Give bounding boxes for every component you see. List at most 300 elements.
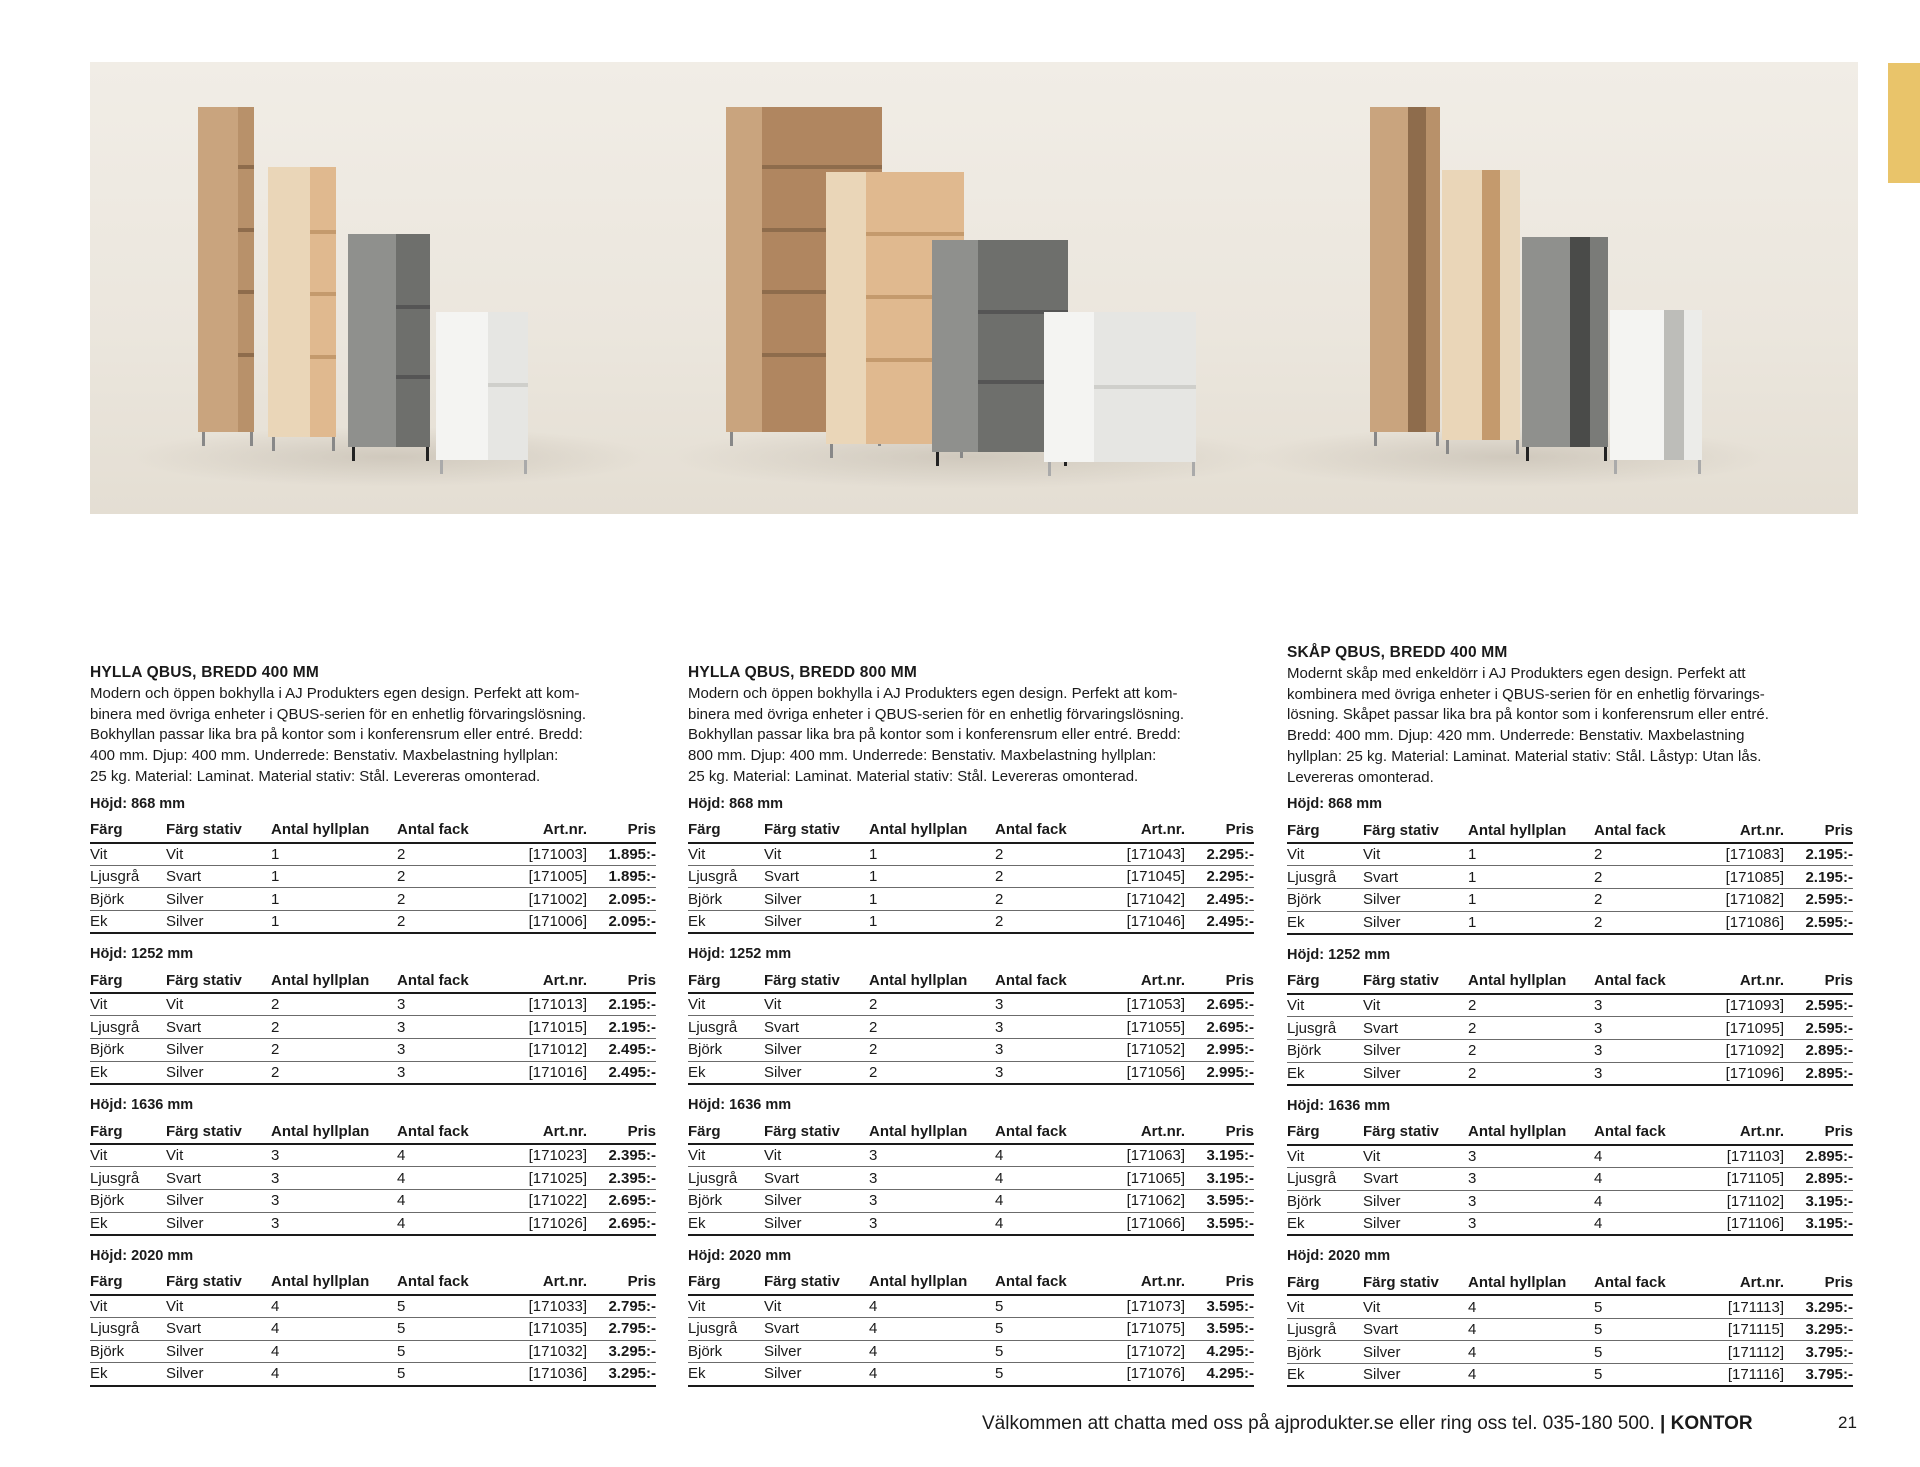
table-row bbox=[90, 865, 656, 888]
column-header-stand-color: Färg stativ bbox=[1363, 1270, 1468, 1295]
cell-article-number: [171033] bbox=[493, 1295, 587, 1318]
cell-article-number: [171003] bbox=[493, 843, 587, 866]
table-header-row bbox=[1287, 969, 1853, 994]
table-row bbox=[688, 1212, 1254, 1235]
table-row bbox=[688, 1295, 1254, 1318]
cell-color: Ljusgrå bbox=[1287, 1318, 1363, 1341]
column-header-price: Pris bbox=[587, 968, 656, 993]
table-row bbox=[1287, 994, 1853, 1017]
shelf-group-400 bbox=[130, 107, 650, 487]
column-header-stand-color: Färg stativ bbox=[166, 1270, 271, 1295]
column-header-article-number: Art.nr. bbox=[493, 968, 587, 993]
cell-article-number: [171116] bbox=[1690, 1364, 1784, 1387]
spec-table bbox=[688, 1119, 1254, 1236]
cell-article-number: [171015] bbox=[493, 1016, 587, 1039]
cell-article-number: [171103] bbox=[1690, 1145, 1784, 1168]
table-row bbox=[1287, 1017, 1853, 1040]
cell-compartment-count: 3 bbox=[995, 1061, 1091, 1084]
table-header-row bbox=[688, 968, 1254, 993]
cell-compartment-count: 3 bbox=[995, 993, 1091, 1016]
cell-article-number: [171086] bbox=[1690, 911, 1784, 934]
column-header-article-number: Art.nr. bbox=[1690, 818, 1784, 843]
product-description: Modern och öppen bokhylla i AJ Produkters egen design. Perfekt att kom- binera med övriga enheter i QBUS-serien för en enhetlig förvaringslösning. Bokhyllan passar lika bra på kontor som i konferensrum eller entré. Bredd: 400 mm. Djup: 400 mm. Underrede: Benstativ. Maxbelastning hyllplan: 25 kg. Material: Laminat. Material stativ: Stål. Levereras omonterad. bbox=[90, 685, 587, 785]
cell-shelf-count: 3 bbox=[1468, 1167, 1594, 1190]
table-row bbox=[90, 1039, 656, 1062]
column-header-compartment-count: Antal fack bbox=[397, 968, 493, 993]
cell-color: Ljusgrå bbox=[688, 1016, 764, 1039]
cell-article-number: [171002] bbox=[493, 888, 587, 911]
cell-compartment-count: 2 bbox=[995, 911, 1091, 934]
cell-stand-color: Silver bbox=[764, 888, 869, 911]
table-row bbox=[90, 993, 656, 1016]
column-header-article-number: Art.nr. bbox=[1091, 818, 1185, 843]
cell-color: Ljusgrå bbox=[90, 1317, 166, 1340]
cell-article-number: [171112] bbox=[1690, 1341, 1784, 1364]
cell-price: 2.795:- bbox=[587, 1295, 656, 1318]
cell-price: 3.595:- bbox=[1185, 1317, 1254, 1340]
cell-compartment-count: 4 bbox=[1594, 1167, 1690, 1190]
column-header-price: Pris bbox=[587, 818, 656, 843]
footer-contact bbox=[982, 1413, 1753, 1435]
cell-compartment-count: 3 bbox=[1594, 1039, 1690, 1062]
table-row bbox=[90, 911, 656, 934]
height-label: Höjd: 1252 mm bbox=[688, 946, 792, 963]
table-row bbox=[90, 1363, 656, 1386]
product-hylla-800 bbox=[688, 664, 1256, 1399]
column-header-compartment-count: Antal fack bbox=[995, 818, 1091, 843]
cell-color: Vit bbox=[1287, 1145, 1363, 1168]
column-header-shelf-count: Antal hyllplan bbox=[869, 1119, 995, 1144]
column-header-color: Färg bbox=[1287, 818, 1363, 843]
cell-color: Björk bbox=[688, 1340, 764, 1363]
cell-article-number: [171026] bbox=[493, 1212, 587, 1235]
cell-shelf-count: 3 bbox=[869, 1189, 995, 1212]
table-row bbox=[688, 1189, 1254, 1212]
cell-stand-color: Vit bbox=[166, 843, 271, 866]
cell-stand-color: Silver bbox=[764, 1340, 869, 1363]
shelf-group-800 bbox=[670, 107, 1270, 489]
cell-shelf-count: 1 bbox=[869, 911, 995, 934]
cell-shelf-count: 1 bbox=[1468, 889, 1594, 912]
cell-price: 2.995:- bbox=[1185, 1061, 1254, 1084]
cell-shelf-count: 3 bbox=[869, 1167, 995, 1190]
cell-stand-color: Vit bbox=[1363, 994, 1468, 1017]
cell-price: 2.695:- bbox=[587, 1189, 656, 1212]
cell-stand-color: Silver bbox=[1363, 1190, 1468, 1213]
column-header-article-number: Art.nr. bbox=[493, 1270, 587, 1295]
column-header-color: Färg bbox=[90, 968, 166, 993]
column-header-color: Färg bbox=[90, 1270, 166, 1295]
cell-price: 2.495:- bbox=[587, 1039, 656, 1062]
product-hylla-400 bbox=[90, 664, 658, 1399]
cell-color: Björk bbox=[1287, 1341, 1363, 1364]
product-description: Modernt skåp med enkeldörr i AJ Produkters egen design. Perfekt att kombinera med övriga enheter i QBUS-serien för en enhetlig förvarings- lösning. Skåpet passar lika bra på kontor som i konferensrum eller entré. Bredd: 400 mm. Djup: 420 mm. Underrede: Benstativ. Maxbelastning hyllplan: 25 kg. Material: Laminat. Material stativ: Stål. Låstyp: Utan lås. Levereras omonterad. bbox=[1287, 665, 1769, 786]
cell-compartment-count: 4 bbox=[1594, 1145, 1690, 1168]
cell-color: Björk bbox=[90, 1039, 166, 1062]
cell-price: 2.595:- bbox=[1784, 911, 1853, 934]
column-header-price: Pris bbox=[587, 1119, 656, 1144]
cell-price: 2.895:- bbox=[1784, 1062, 1853, 1085]
cell-shelf-count: 3 bbox=[869, 1212, 995, 1235]
cell-shelf-count: 1 bbox=[869, 843, 995, 866]
spec-table bbox=[1287, 818, 1853, 935]
cell-compartment-count: 4 bbox=[397, 1144, 493, 1167]
height-label: Höjd: 868 mm bbox=[90, 795, 186, 812]
column-header-stand-color: Färg stativ bbox=[764, 818, 869, 843]
cell-shelf-count: 1 bbox=[1468, 911, 1594, 934]
cell-article-number: [171052] bbox=[1091, 1039, 1185, 1062]
cell-compartment-count: 2 bbox=[397, 911, 493, 934]
column-header-stand-color: Färg stativ bbox=[764, 968, 869, 993]
cell-compartment-count: 4 bbox=[995, 1212, 1091, 1235]
cell-color: Björk bbox=[90, 1189, 166, 1212]
cell-shelf-count: 2 bbox=[869, 1061, 995, 1084]
cell-compartment-count: 2 bbox=[1594, 911, 1690, 934]
table-row bbox=[1287, 1167, 1853, 1190]
cell-stand-color: Svart bbox=[166, 1016, 271, 1039]
column-header-article-number: Art.nr. bbox=[1690, 1270, 1784, 1295]
table-row bbox=[90, 1295, 656, 1318]
cell-stand-color: Vit bbox=[1363, 843, 1468, 866]
cell-compartment-count: 5 bbox=[995, 1317, 1091, 1340]
column-header-stand-color: Färg stativ bbox=[166, 1119, 271, 1144]
table-header-row bbox=[688, 1119, 1254, 1144]
column-header-color: Färg bbox=[688, 1119, 764, 1144]
cell-price: 2.395:- bbox=[587, 1144, 656, 1167]
cell-stand-color: Svart bbox=[764, 865, 869, 888]
cell-stand-color: Svart bbox=[1363, 1017, 1468, 1040]
cell-article-number: [171093] bbox=[1690, 994, 1784, 1017]
product-title: HYLLA QBUS, BREDD 400 MM bbox=[90, 664, 319, 681]
cell-article-number: [171095] bbox=[1690, 1017, 1784, 1040]
table-row bbox=[688, 1167, 1254, 1190]
cell-price: 4.295:- bbox=[1185, 1363, 1254, 1386]
cell-color: Ek bbox=[688, 911, 764, 934]
column-header-article-number: Art.nr. bbox=[493, 1119, 587, 1144]
cell-color: Björk bbox=[688, 1189, 764, 1212]
cell-shelf-count: 2 bbox=[1468, 994, 1594, 1017]
cell-compartment-count: 5 bbox=[397, 1317, 493, 1340]
cell-shelf-count: 1 bbox=[271, 865, 397, 888]
column-header-price: Pris bbox=[1185, 968, 1254, 993]
cell-price: 2.195:- bbox=[1784, 866, 1853, 889]
column-header-color: Färg bbox=[688, 1270, 764, 1295]
table-row bbox=[1287, 1213, 1853, 1236]
cell-shelf-count: 4 bbox=[869, 1340, 995, 1363]
table-header-row bbox=[90, 818, 656, 843]
cell-price: 2.195:- bbox=[587, 1016, 656, 1039]
column-header-article-number: Art.nr. bbox=[1690, 1120, 1784, 1145]
column-header-color: Färg bbox=[688, 968, 764, 993]
height-label: Höjd: 1636 mm bbox=[688, 1097, 792, 1114]
cell-compartment-count: 2 bbox=[397, 865, 493, 888]
table-row bbox=[1287, 1318, 1853, 1341]
cell-price: 2.295:- bbox=[1185, 843, 1254, 866]
cell-price: 3.795:- bbox=[1784, 1364, 1853, 1387]
cell-shelf-count: 1 bbox=[271, 911, 397, 934]
cell-color: Vit bbox=[1287, 1295, 1363, 1318]
cell-compartment-count: 4 bbox=[1594, 1213, 1690, 1236]
column-header-shelf-count: Antal hyllplan bbox=[869, 818, 995, 843]
column-header-price: Pris bbox=[1784, 818, 1853, 843]
product-title: HYLLA QBUS, BREDD 800 MM bbox=[688, 664, 917, 681]
table-row bbox=[1287, 1145, 1853, 1168]
cell-compartment-count: 4 bbox=[397, 1189, 493, 1212]
column-header-stand-color: Färg stativ bbox=[764, 1119, 869, 1144]
table-row bbox=[688, 1363, 1254, 1386]
column-header-stand-color: Färg stativ bbox=[1363, 969, 1468, 994]
table-row bbox=[1287, 1062, 1853, 1085]
cell-article-number: [171096] bbox=[1690, 1062, 1784, 1085]
cell-color: Björk bbox=[1287, 889, 1363, 912]
table-row bbox=[1287, 866, 1853, 889]
cell-price: 2.595:- bbox=[1784, 994, 1853, 1017]
cell-article-number: [171113] bbox=[1690, 1295, 1784, 1318]
cell-color: Ek bbox=[688, 1363, 764, 1386]
cell-stand-color: Svart bbox=[1363, 1167, 1468, 1190]
cell-article-number: [171063] bbox=[1091, 1144, 1185, 1167]
cell-compartment-count: 3 bbox=[397, 993, 493, 1016]
cell-color: Ek bbox=[1287, 911, 1363, 934]
cell-shelf-count: 4 bbox=[271, 1295, 397, 1318]
cell-compartment-count: 2 bbox=[995, 888, 1091, 911]
column-header-compartment-count: Antal fack bbox=[1594, 818, 1690, 843]
table-row bbox=[90, 1212, 656, 1235]
column-header-color: Färg bbox=[1287, 1120, 1363, 1145]
cell-stand-color: Vit bbox=[764, 843, 869, 866]
table-header-row bbox=[90, 1119, 656, 1144]
cell-shelf-count: 2 bbox=[1468, 1039, 1594, 1062]
column-header-article-number: Art.nr. bbox=[1091, 1119, 1185, 1144]
cell-stand-color: Silver bbox=[166, 911, 271, 934]
cell-color: Vit bbox=[90, 1144, 166, 1167]
column-header-compartment-count: Antal fack bbox=[1594, 1120, 1690, 1145]
column-header-shelf-count: Antal hyllplan bbox=[869, 968, 995, 993]
cell-color: Ljusgrå bbox=[1287, 1017, 1363, 1040]
cell-price: 2.595:- bbox=[1784, 889, 1853, 912]
cell-shelf-count: 4 bbox=[271, 1340, 397, 1363]
table-row bbox=[688, 993, 1254, 1016]
cell-compartment-count: 4 bbox=[397, 1212, 493, 1235]
cell-article-number: [171055] bbox=[1091, 1016, 1185, 1039]
column-header-price: Pris bbox=[1185, 1270, 1254, 1295]
cell-shelf-count: 3 bbox=[271, 1212, 397, 1235]
column-header-compartment-count: Antal fack bbox=[995, 1270, 1091, 1295]
cell-article-number: [171085] bbox=[1690, 866, 1784, 889]
cell-compartment-count: 3 bbox=[397, 1039, 493, 1062]
cell-article-number: [171006] bbox=[493, 911, 587, 934]
cell-price: 3.295:- bbox=[587, 1363, 656, 1386]
cell-stand-color: Vit bbox=[166, 1295, 271, 1318]
cell-shelf-count: 3 bbox=[271, 1167, 397, 1190]
cell-stand-color: Silver bbox=[764, 1061, 869, 1084]
height-label: Höjd: 2020 mm bbox=[1287, 1248, 1391, 1265]
cell-article-number: [171023] bbox=[493, 1144, 587, 1167]
cell-color: Ljusgrå bbox=[1287, 1167, 1363, 1190]
column-header-compartment-count: Antal fack bbox=[397, 1119, 493, 1144]
cell-article-number: [171072] bbox=[1091, 1340, 1185, 1363]
column-header-compartment-count: Antal fack bbox=[1594, 1270, 1690, 1295]
cell-color: Ek bbox=[90, 911, 166, 934]
cell-article-number: [171022] bbox=[493, 1189, 587, 1212]
column-header-color: Färg bbox=[90, 1119, 166, 1144]
column-header-stand-color: Färg stativ bbox=[1363, 1120, 1468, 1145]
cell-article-number: [171102] bbox=[1690, 1190, 1784, 1213]
cell-shelf-count: 2 bbox=[271, 993, 397, 1016]
table-row bbox=[1287, 1341, 1853, 1364]
column-header-article-number: Art.nr. bbox=[1091, 968, 1185, 993]
table-row bbox=[90, 1167, 656, 1190]
cell-compartment-count: 4 bbox=[995, 1144, 1091, 1167]
cell-stand-color: Silver bbox=[764, 1189, 869, 1212]
column-header-shelf-count: Antal hyllplan bbox=[1468, 969, 1594, 994]
cell-shelf-count: 4 bbox=[1468, 1318, 1594, 1341]
cell-shelf-count: 2 bbox=[271, 1039, 397, 1062]
table-row bbox=[688, 865, 1254, 888]
cell-color: Björk bbox=[1287, 1190, 1363, 1213]
cell-price: 3.195:- bbox=[1185, 1167, 1254, 1190]
column-header-compartment-count: Antal fack bbox=[1594, 969, 1690, 994]
spec-table bbox=[688, 818, 1254, 935]
cell-article-number: [171013] bbox=[493, 993, 587, 1016]
product-description: Modern och öppen bokhylla i AJ Produkters egen design. Perfekt att kom- binera med övriga enheter i QBUS-serien för en enhetlig förvaringslösning. Bokhyllan passar lika bra på kontor som i konferensrum eller entré. Bredd: 800 mm. Djup: 400 mm. Underrede: Benstativ. Maxbelastning hyllplan: 25 kg. Material: Laminat. Material stativ: Stål. Levereras omonterad. bbox=[688, 685, 1185, 785]
footer-message: Välkommen att chatta med oss på ajprodukter.se eller ring oss tel. 035-180 500. bbox=[982, 1413, 1655, 1434]
cell-price: 2.495:- bbox=[1185, 888, 1254, 911]
cell-price: 2.095:- bbox=[587, 911, 656, 934]
cell-article-number: [171066] bbox=[1091, 1212, 1185, 1235]
cell-article-number: [171012] bbox=[493, 1039, 587, 1062]
table-header-row bbox=[688, 1270, 1254, 1295]
cell-shelf-count: 2 bbox=[869, 993, 995, 1016]
cell-shelf-count: 1 bbox=[271, 888, 397, 911]
cell-shelf-count: 3 bbox=[1468, 1213, 1594, 1236]
cell-price: 3.295:- bbox=[587, 1340, 656, 1363]
cell-compartment-count: 3 bbox=[995, 1016, 1091, 1039]
product-skap-400 bbox=[1287, 644, 1855, 1399]
cell-color: Ek bbox=[688, 1061, 764, 1084]
cell-price: 2.295:- bbox=[1185, 865, 1254, 888]
cell-article-number: [171083] bbox=[1690, 843, 1784, 866]
cell-price: 2.695:- bbox=[587, 1212, 656, 1235]
cell-compartment-count: 5 bbox=[995, 1295, 1091, 1318]
cell-color: Vit bbox=[90, 993, 166, 1016]
column-header-color: Färg bbox=[1287, 969, 1363, 994]
footer-section: | KONTOR bbox=[1660, 1413, 1753, 1434]
shelf-illustration bbox=[90, 62, 1858, 514]
column-header-price: Pris bbox=[1784, 1270, 1853, 1295]
cell-article-number: [171092] bbox=[1690, 1039, 1784, 1062]
cell-color: Ek bbox=[1287, 1364, 1363, 1387]
cell-price: 2.195:- bbox=[1784, 843, 1853, 866]
cell-color: Ljusgrå bbox=[688, 865, 764, 888]
cell-shelf-count: 4 bbox=[1468, 1364, 1594, 1387]
height-label: Höjd: 868 mm bbox=[1287, 796, 1383, 813]
cell-price: 2.095:- bbox=[587, 888, 656, 911]
cell-color: Ljusgrå bbox=[1287, 866, 1363, 889]
cell-price: 3.595:- bbox=[1185, 1295, 1254, 1318]
cell-color: Björk bbox=[1287, 1039, 1363, 1062]
cell-color: Vit bbox=[688, 993, 764, 1016]
cell-stand-color: Silver bbox=[166, 1212, 271, 1235]
column-header-color: Färg bbox=[90, 818, 166, 843]
cell-article-number: [171035] bbox=[493, 1317, 587, 1340]
cell-shelf-count: 4 bbox=[1468, 1295, 1594, 1318]
height-label: Höjd: 868 mm bbox=[688, 795, 784, 812]
column-header-compartment-count: Antal fack bbox=[397, 818, 493, 843]
table-row bbox=[1287, 1039, 1853, 1062]
cell-shelf-count: 4 bbox=[869, 1363, 995, 1386]
cell-color: Vit bbox=[1287, 994, 1363, 1017]
cell-shelf-count: 4 bbox=[869, 1317, 995, 1340]
cell-article-number: [171005] bbox=[493, 865, 587, 888]
cell-compartment-count: 4 bbox=[995, 1189, 1091, 1212]
height-label: Höjd: 1636 mm bbox=[90, 1097, 194, 1114]
height-label: Höjd: 2020 mm bbox=[90, 1247, 194, 1264]
cell-stand-color: Silver bbox=[1363, 889, 1468, 912]
cell-price: 2.495:- bbox=[587, 1061, 656, 1084]
cell-compartment-count: 5 bbox=[397, 1340, 493, 1363]
cell-stand-color: Silver bbox=[764, 1363, 869, 1386]
cell-stand-color: Svart bbox=[166, 1167, 271, 1190]
cell-shelf-count: 1 bbox=[271, 843, 397, 866]
column-header-price: Pris bbox=[1784, 969, 1853, 994]
cell-price: 2.595:- bbox=[1784, 1017, 1853, 1040]
table-row bbox=[90, 843, 656, 866]
cell-stand-color: Silver bbox=[1363, 1364, 1468, 1387]
spec-groups bbox=[688, 796, 1256, 1387]
cell-article-number: [171062] bbox=[1091, 1189, 1185, 1212]
cell-compartment-count: 5 bbox=[995, 1340, 1091, 1363]
cell-stand-color: Silver bbox=[166, 1340, 271, 1363]
cell-compartment-count: 5 bbox=[995, 1363, 1091, 1386]
cell-color: Ljusgrå bbox=[688, 1167, 764, 1190]
table-row bbox=[688, 1016, 1254, 1039]
cell-color: Vit bbox=[688, 1144, 764, 1167]
cell-price: 2.195:- bbox=[587, 993, 656, 1016]
table-header-row bbox=[1287, 818, 1853, 843]
table-row bbox=[688, 1061, 1254, 1084]
cell-stand-color: Silver bbox=[1363, 1062, 1468, 1085]
spec-groups bbox=[1287, 796, 1855, 1387]
cell-price: 1.895:- bbox=[587, 865, 656, 888]
cell-stand-color: Silver bbox=[166, 1189, 271, 1212]
cell-compartment-count: 3 bbox=[1594, 1017, 1690, 1040]
spec-table bbox=[90, 1270, 656, 1387]
cell-shelf-count: 2 bbox=[1468, 1017, 1594, 1040]
table-row bbox=[688, 1144, 1254, 1167]
column-header-stand-color: Färg stativ bbox=[764, 1270, 869, 1295]
table-row bbox=[688, 1317, 1254, 1340]
spec-table bbox=[1287, 969, 1853, 1086]
cell-compartment-count: 2 bbox=[995, 843, 1091, 866]
cell-article-number: [171076] bbox=[1091, 1363, 1185, 1386]
table-row bbox=[90, 1061, 656, 1084]
cell-shelf-count: 2 bbox=[271, 1061, 397, 1084]
cell-compartment-count: 5 bbox=[397, 1363, 493, 1386]
cell-article-number: [171053] bbox=[1091, 993, 1185, 1016]
column-header-shelf-count: Antal hyllplan bbox=[1468, 1270, 1594, 1295]
table-row bbox=[1287, 1364, 1853, 1387]
table-row bbox=[688, 1039, 1254, 1062]
cell-shelf-count: 4 bbox=[869, 1295, 995, 1318]
cell-color: Ek bbox=[688, 1212, 764, 1235]
cell-stand-color: Silver bbox=[764, 1039, 869, 1062]
cell-stand-color: Svart bbox=[1363, 866, 1468, 889]
cell-shelf-count: 3 bbox=[271, 1189, 397, 1212]
cell-shelf-count: 3 bbox=[1468, 1190, 1594, 1213]
cell-compartment-count: 3 bbox=[397, 1016, 493, 1039]
cell-shelf-count: 2 bbox=[1468, 1062, 1594, 1085]
